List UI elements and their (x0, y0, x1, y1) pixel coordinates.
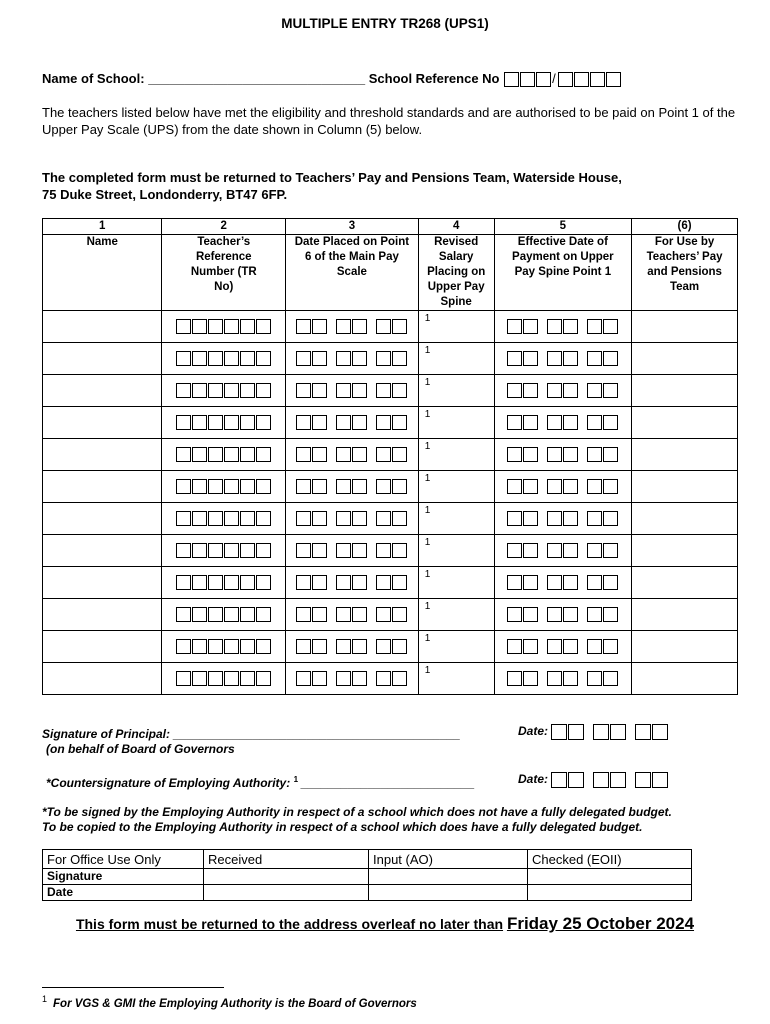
school-ref-slash: / (552, 71, 556, 86)
office-use-cell (632, 631, 738, 663)
principal-date-boxes[interactable] (551, 724, 669, 740)
revised-salary-value: 1 (424, 377, 431, 388)
date-placed-boxes[interactable] (286, 663, 419, 695)
tr-number-boxes[interactable] (162, 535, 286, 567)
tr-number-boxes[interactable] (162, 503, 286, 535)
effective-date-boxes[interactable] (494, 663, 632, 695)
effective-date-boxes[interactable] (494, 375, 632, 407)
revised-salary-value: 1 (424, 633, 431, 644)
col-header-effective-date: 5 Effective Date of Payment on Upper Pay Spine Point 1 (494, 219, 632, 311)
return-address-line2: 75 Duke Street, Londonderry, BT47 6FP. (42, 187, 288, 202)
office-cell[interactable] (528, 885, 692, 901)
revised-salary-value: 1 (424, 601, 431, 612)
return-address (42, 169, 742, 203)
effective-date-boxes[interactable] (494, 631, 632, 663)
teacher-name-cell[interactable] (43, 439, 162, 471)
office-header-input: Input (AO) (369, 850, 528, 869)
date-placed-boxes[interactable] (286, 631, 419, 663)
office-cell[interactable] (369, 885, 528, 901)
table-row (43, 311, 738, 343)
effective-date-boxes[interactable] (494, 471, 632, 503)
table-row (43, 375, 738, 407)
deadline-text: This form must be returned to the address overleaf no later than (75, 916, 504, 932)
countersignature-line (46, 775, 475, 790)
revised-salary-cell (418, 503, 494, 535)
revised-salary-cell (418, 663, 494, 695)
date-placed-boxes[interactable] (286, 311, 419, 343)
date-placed-boxes[interactable] (286, 567, 419, 599)
office-header-received: Received (204, 850, 369, 869)
principal-date (518, 724, 669, 740)
teacher-name-cell[interactable] (43, 599, 162, 631)
date-placed-boxes[interactable] (286, 439, 419, 471)
principal-date-label: Date: (518, 724, 549, 739)
countersignature-label: *Countersignature of Employing Authority: (46, 776, 291, 790)
office-use-cell (632, 567, 738, 599)
revised-salary-value: 1 (424, 473, 431, 484)
intro-text: The teachers listed below have met the eligibility and threshold standards and are authorised to be paid on Point 1 of the Upper Pay Scale (UPS) from the date shown in Column (5) below. (42, 105, 736, 137)
countersignature-date (518, 772, 669, 788)
office-use-cell (632, 663, 738, 695)
revised-salary-cell (418, 343, 494, 375)
teacher-name-cell[interactable] (43, 311, 162, 343)
date-placed-boxes[interactable] (286, 599, 419, 631)
col-header-date-placed: 3 Date Placed on Point 6 of the Main Pay Scale (286, 219, 419, 311)
countersignature-footnote-mark: 1 (293, 775, 299, 784)
office-use-cell (632, 535, 738, 567)
school-name-label: Name of School: (42, 71, 145, 86)
revised-salary-cell (418, 407, 494, 439)
countersignature-field[interactable]: __________________________ (301, 776, 475, 790)
teacher-name-cell[interactable] (43, 375, 162, 407)
office-row-date: Date (43, 885, 204, 901)
table-row (43, 567, 738, 599)
table-row (43, 631, 738, 663)
office-cell[interactable] (204, 869, 369, 885)
delegated-budget-note (42, 805, 672, 835)
effective-date-boxes[interactable] (494, 407, 632, 439)
teacher-name-cell[interactable] (43, 535, 162, 567)
deadline-date: Friday 25 October 2024 (506, 914, 695, 933)
table-row (43, 471, 738, 503)
col-header-revised-salary: 4 Revised Salary Placing on Upper Pay Spine (418, 219, 494, 311)
date-placed-boxes[interactable] (286, 503, 419, 535)
revised-salary-value: 1 (424, 505, 431, 516)
table-row (43, 535, 738, 567)
tr-number-boxes[interactable] (162, 663, 286, 695)
revised-salary-cell (418, 439, 494, 471)
effective-date-boxes[interactable] (494, 503, 632, 535)
effective-date-boxes[interactable] (494, 343, 632, 375)
effective-date-boxes[interactable] (494, 599, 632, 631)
office-use-cell (632, 471, 738, 503)
deadline-statement (0, 914, 770, 934)
school-line (42, 71, 621, 87)
revised-salary-cell (418, 535, 494, 567)
table-row (43, 663, 738, 695)
principal-signature-label: Signature of Principal: (42, 727, 171, 741)
tr-number-boxes[interactable] (162, 567, 286, 599)
note-line1: *To be signed by the Employing Authority in respect of a school which does not have a fully delegated budget. (42, 805, 672, 819)
tr-number-boxes[interactable] (162, 631, 286, 663)
tr-number-boxes[interactable] (162, 343, 286, 375)
office-header-for-office-use: For Office Use Only (43, 850, 204, 869)
effective-date-boxes[interactable] (494, 439, 632, 471)
board-of-governors-note: (on behalf of Board of Governors (46, 742, 235, 756)
teachers-table (42, 218, 738, 695)
office-use-table (42, 849, 692, 901)
office-use-cell (632, 407, 738, 439)
office-use-cell (632, 343, 738, 375)
school-ref-boxes[interactable] (503, 71, 621, 86)
principal-signature-line (42, 727, 460, 741)
teacher-name-cell[interactable] (43, 343, 162, 375)
tr-number-boxes[interactable] (162, 407, 286, 439)
revised-salary-cell (418, 375, 494, 407)
return-address-line1: The completed form must be returned to Teachers’ Pay and Pensions Team, Waterside House, (42, 170, 622, 185)
office-cell[interactable] (528, 869, 692, 885)
effective-date-boxes[interactable] (494, 311, 632, 343)
footnote (42, 994, 417, 1010)
office-use-cell (632, 503, 738, 535)
school-name-field[interactable]: ______________________________ (148, 71, 366, 86)
revised-salary-cell (418, 599, 494, 631)
revised-salary-value: 1 (424, 537, 431, 548)
tr-number-boxes[interactable] (162, 471, 286, 503)
revised-salary-cell (418, 631, 494, 663)
tr-number-boxes[interactable] (162, 311, 286, 343)
col-header-name: 1 Name (43, 219, 162, 311)
table-row (43, 439, 738, 471)
table-row (43, 599, 738, 631)
office-use-cell (632, 439, 738, 471)
office-cell[interactable] (204, 885, 369, 901)
table-row (43, 407, 738, 439)
teacher-name-cell[interactable] (43, 567, 162, 599)
revised-salary-value: 1 (424, 569, 431, 580)
revised-salary-cell (418, 471, 494, 503)
tr-number-boxes[interactable] (162, 375, 286, 407)
revised-salary-value: 1 (424, 665, 431, 676)
office-header-checked: Checked (EOII) (528, 850, 692, 869)
countersignature-date-boxes[interactable] (551, 772, 669, 788)
revised-salary-cell (418, 567, 494, 599)
principal-signature-field[interactable]: ___________________________________________ (173, 727, 461, 741)
effective-date-boxes[interactable] (494, 567, 632, 599)
countersignature-date-label: Date: (518, 772, 549, 787)
school-ref-label: School Reference No (368, 71, 500, 86)
date-placed-boxes[interactable] (286, 343, 419, 375)
revised-salary-value: 1 (424, 409, 431, 420)
teacher-name-cell[interactable] (43, 631, 162, 663)
date-placed-boxes[interactable] (286, 407, 419, 439)
teacher-name-cell[interactable] (43, 503, 162, 535)
office-use-cell (632, 375, 738, 407)
effective-date-boxes[interactable] (494, 535, 632, 567)
footnote-text: For VGS & GMI the Employing Authority is the Board of Governors (53, 997, 417, 1010)
col-header-tr-no: 2 Teacher’s Reference Number (TR No) (162, 219, 286, 311)
revised-salary-value: 1 (424, 313, 431, 324)
teacher-name-cell[interactable] (43, 407, 162, 439)
table-row (43, 343, 738, 375)
date-placed-boxes[interactable] (286, 375, 419, 407)
tr-number-boxes[interactable] (162, 439, 286, 471)
office-row-signature: Signature (43, 869, 204, 885)
office-use-cell (632, 599, 738, 631)
teacher-name-cell[interactable] (43, 471, 162, 503)
teacher-name-cell[interactable] (43, 663, 162, 695)
office-use-cell (632, 311, 738, 343)
revised-salary-cell (418, 311, 494, 343)
footnote-mark: 1 (42, 994, 48, 1004)
date-placed-boxes[interactable] (286, 471, 419, 503)
tr-number-boxes[interactable] (162, 599, 286, 631)
office-cell[interactable] (369, 869, 528, 885)
date-placed-boxes[interactable] (286, 535, 419, 567)
note-line2: To be copied to the Employing Authority in respect of a school which does have a fully delegated budget. (42, 820, 643, 834)
revised-salary-value: 1 (424, 441, 431, 452)
revised-salary-value: 1 (424, 345, 431, 356)
col-header-office-use: (6) For Use by Teachers’ Pay and Pensions Team (632, 219, 738, 311)
table-row (43, 503, 738, 535)
footnote-divider (42, 987, 224, 988)
page-title: MULTIPLE ENTRY TR268 (UPS1) (281, 16, 489, 31)
